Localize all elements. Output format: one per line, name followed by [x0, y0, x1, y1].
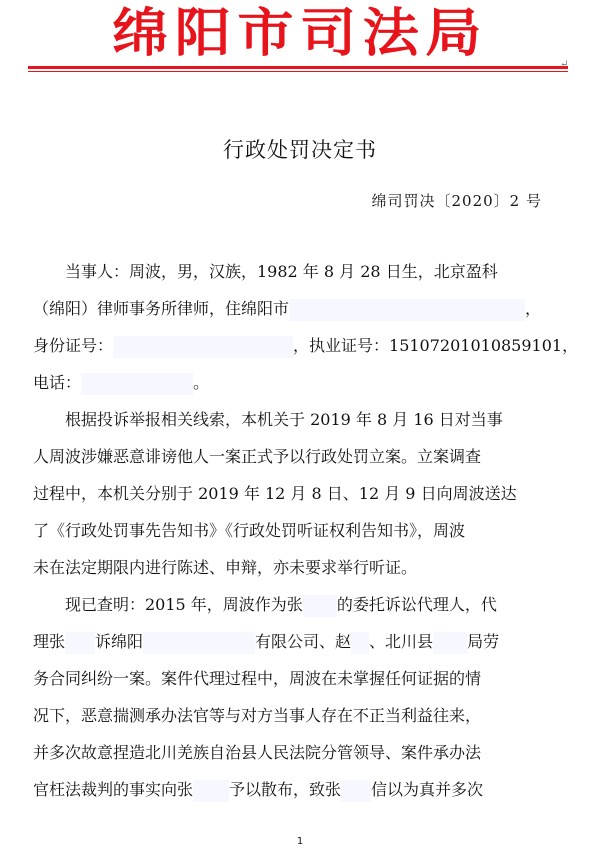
- text-line: 当事人：周波，男，汉族，1982 年 8 月 28 日生，北京盈科: [65, 262, 498, 281]
- redaction: [65, 632, 95, 654]
- document-title: 行政处罚决定书: [223, 138, 377, 162]
- redaction: [113, 336, 293, 358]
- red-rule-thick: [28, 66, 568, 69]
- text-line: 况下，恶意揣测承办法官等与对方当事人存在不正当利益往来，: [33, 706, 482, 725]
- agency-name: 绵阳市司法局: [112, 3, 488, 64]
- document-body: [33, 253, 593, 808]
- redaction: [289, 299, 525, 321]
- text-line: 过程中，本机关分别于 2019 年 12 月 8 日、12 月 9 日向周波送达: [33, 484, 517, 503]
- redaction: [193, 780, 229, 802]
- masthead: [0, 4, 600, 64]
- redaction: [341, 780, 371, 802]
- redaction: [143, 632, 255, 654]
- text-line: 理张 诉绵阳 有限公司、赵 、北川县 局劳: [33, 623, 593, 660]
- text-line: （绵阳）律师事务所律师，住绵阳市 ，: [33, 290, 593, 327]
- text-line: 根据投诉举报相关线索，本机关于 2019 年 8 月 16 日对当事: [65, 410, 503, 429]
- paragraph-mark-icon: ↵: [560, 59, 569, 70]
- redaction: [303, 595, 337, 617]
- redaction: [351, 632, 369, 654]
- text-line: 电话： 。: [33, 364, 593, 401]
- text-line: 并多次故意捏造北川羌族自治县人民法院分管领导、案件承办法: [33, 743, 482, 762]
- text-line: 未在法定期限内进行陈述、申辩，亦未要求举行听证。: [33, 558, 418, 577]
- red-rule-thin: [28, 71, 568, 72]
- text-line: 官枉法裁判的事实向张 予以散布，致张 信以为真并多次: [33, 771, 593, 808]
- text-line: 身份证号： ，执业证号：15107201010859101，: [33, 327, 593, 364]
- document-number: 绵司罚决〔2020〕2 号: [371, 192, 542, 210]
- text-line: 现已查明：2015 年，周波作为张 的委托诉讼代理人，代: [33, 586, 593, 623]
- redaction: [433, 632, 467, 654]
- text-line: 务合同纠纷一案。案件代理过程中，周波在未掌握任何证据的情: [33, 669, 482, 688]
- text-line: 了《行政处罚事先告知书》《行政处罚听证权利告知书》，周波: [33, 521, 466, 540]
- redaction: [81, 373, 193, 395]
- text-line: 人周波涉嫌恶意诽谤他人一案正式予以行政处罚立案。立案调查: [33, 447, 482, 466]
- page-number: 1: [296, 836, 304, 847]
